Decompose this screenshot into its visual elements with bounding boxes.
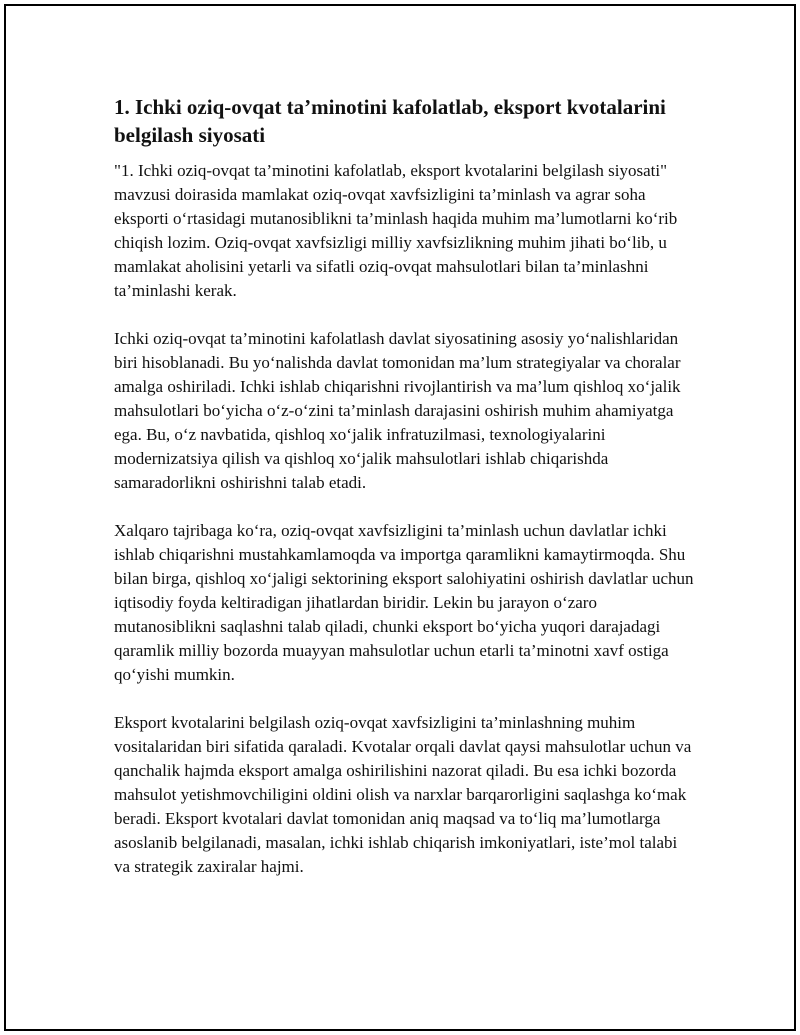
paragraph-3: Xalqaro tajribaga ko‘ra, oziq-ovqat xavfsizligini ta’minlash uchun davlatlar ichki ishlab chiqarishni mustahkamlamoqda va importga qaramlikni kamaytirmoqda. Shu bilan birga, qishloq xo‘jaligi sektorining eksport salohiyatini oshirish davlatlar uchun iqtisodiy foyda keltiradigan jihatlardan biridir. Lekin bu jarayon o‘zaro mutanosiblikni saqlashni talab qiladi, chunki eksport bo‘yicha yuqori darajadagi qaramlik milliy bozorda muayyan mahsulotlar uchun etarli ta’minotni xavf ostiga qo‘yishi mumkin.: [114, 521, 694, 684]
paragraph-1: "1. Ichki oziq-ovqat ta’minotini kafolatlab, eksport kvotalarini belgilash siyosati" mavzusi doirasida mamlakat oziq-ovqat xavfsizligini ta’minlash va agrar soha eksporti o‘rtasidagi mutanosiblikni ta’minlash haqida muhim ma’lumotlarni ko‘rib chiqish lozim. Oziq-ovqat xavfsizligi milliy xavfsizlikning muhim jihati bo‘lib, u mamlakat aholisini yetarli va sifatli oziq-ovqat mahsulotlari bilan ta’minlashni ta’minlashi kerak.: [114, 161, 678, 300]
paragraph-4: Eksport kvotalarini belgilash oziq-ovqat xavfsizligini ta’minlashning muhim vositalaridan biri sifatida qaraladi. Kvotalar orqali davlat qaysi mahsulotlar uchun va qanchalik hajmda eksport amalga oshirilishini nazorat qiladi. Bu esa ichki bozorda mahsulot yetishmovchiligini oldini olish va narxlar barqarorligini saqlashga ko‘mak beradi. Eksport kvotalari davlat tomonidan aniq maqsad va to‘liq ma’lumotlarga asoslanib belgilanadi, masalan, ichki ishlab chiqarish imkoniyatlari, iste’mol talabi va strategik zaxiralar hajmi.: [114, 713, 692, 876]
document-heading: 1. Ichki oziq-ovqat ta’minotini kafolatlab, eksport kvotalarini belgilash siyosati: [114, 95, 666, 147]
document-body: [114, 93, 694, 903]
paragraph-2: Ichki oziq-ovqat ta’minotini kafolatlash davlat siyosatining asosiy yo‘nalishlaridan biri hisoblanadi. Bu yo‘nalishda davlat tomonidan ma’lum strategiyalar va choralar amalga oshiriladi. Ichki ishlab chiqarishni rivojlantirish va ma’lum qishloq xo‘jalik mahsulotlari bo‘yicha o‘z-o‘zini ta’minlash darajasini oshirish muhim ahamiyatga ega. Bu, o‘z navbatida, qishloq xo‘jalik infratuzilmasi, texnologiyalarini modernizatsiya qilish va qishloq xo‘jalik mahsulotlari ishlab chiqarishda samaradorlikni oshirishni talab etadi.: [114, 329, 681, 492]
